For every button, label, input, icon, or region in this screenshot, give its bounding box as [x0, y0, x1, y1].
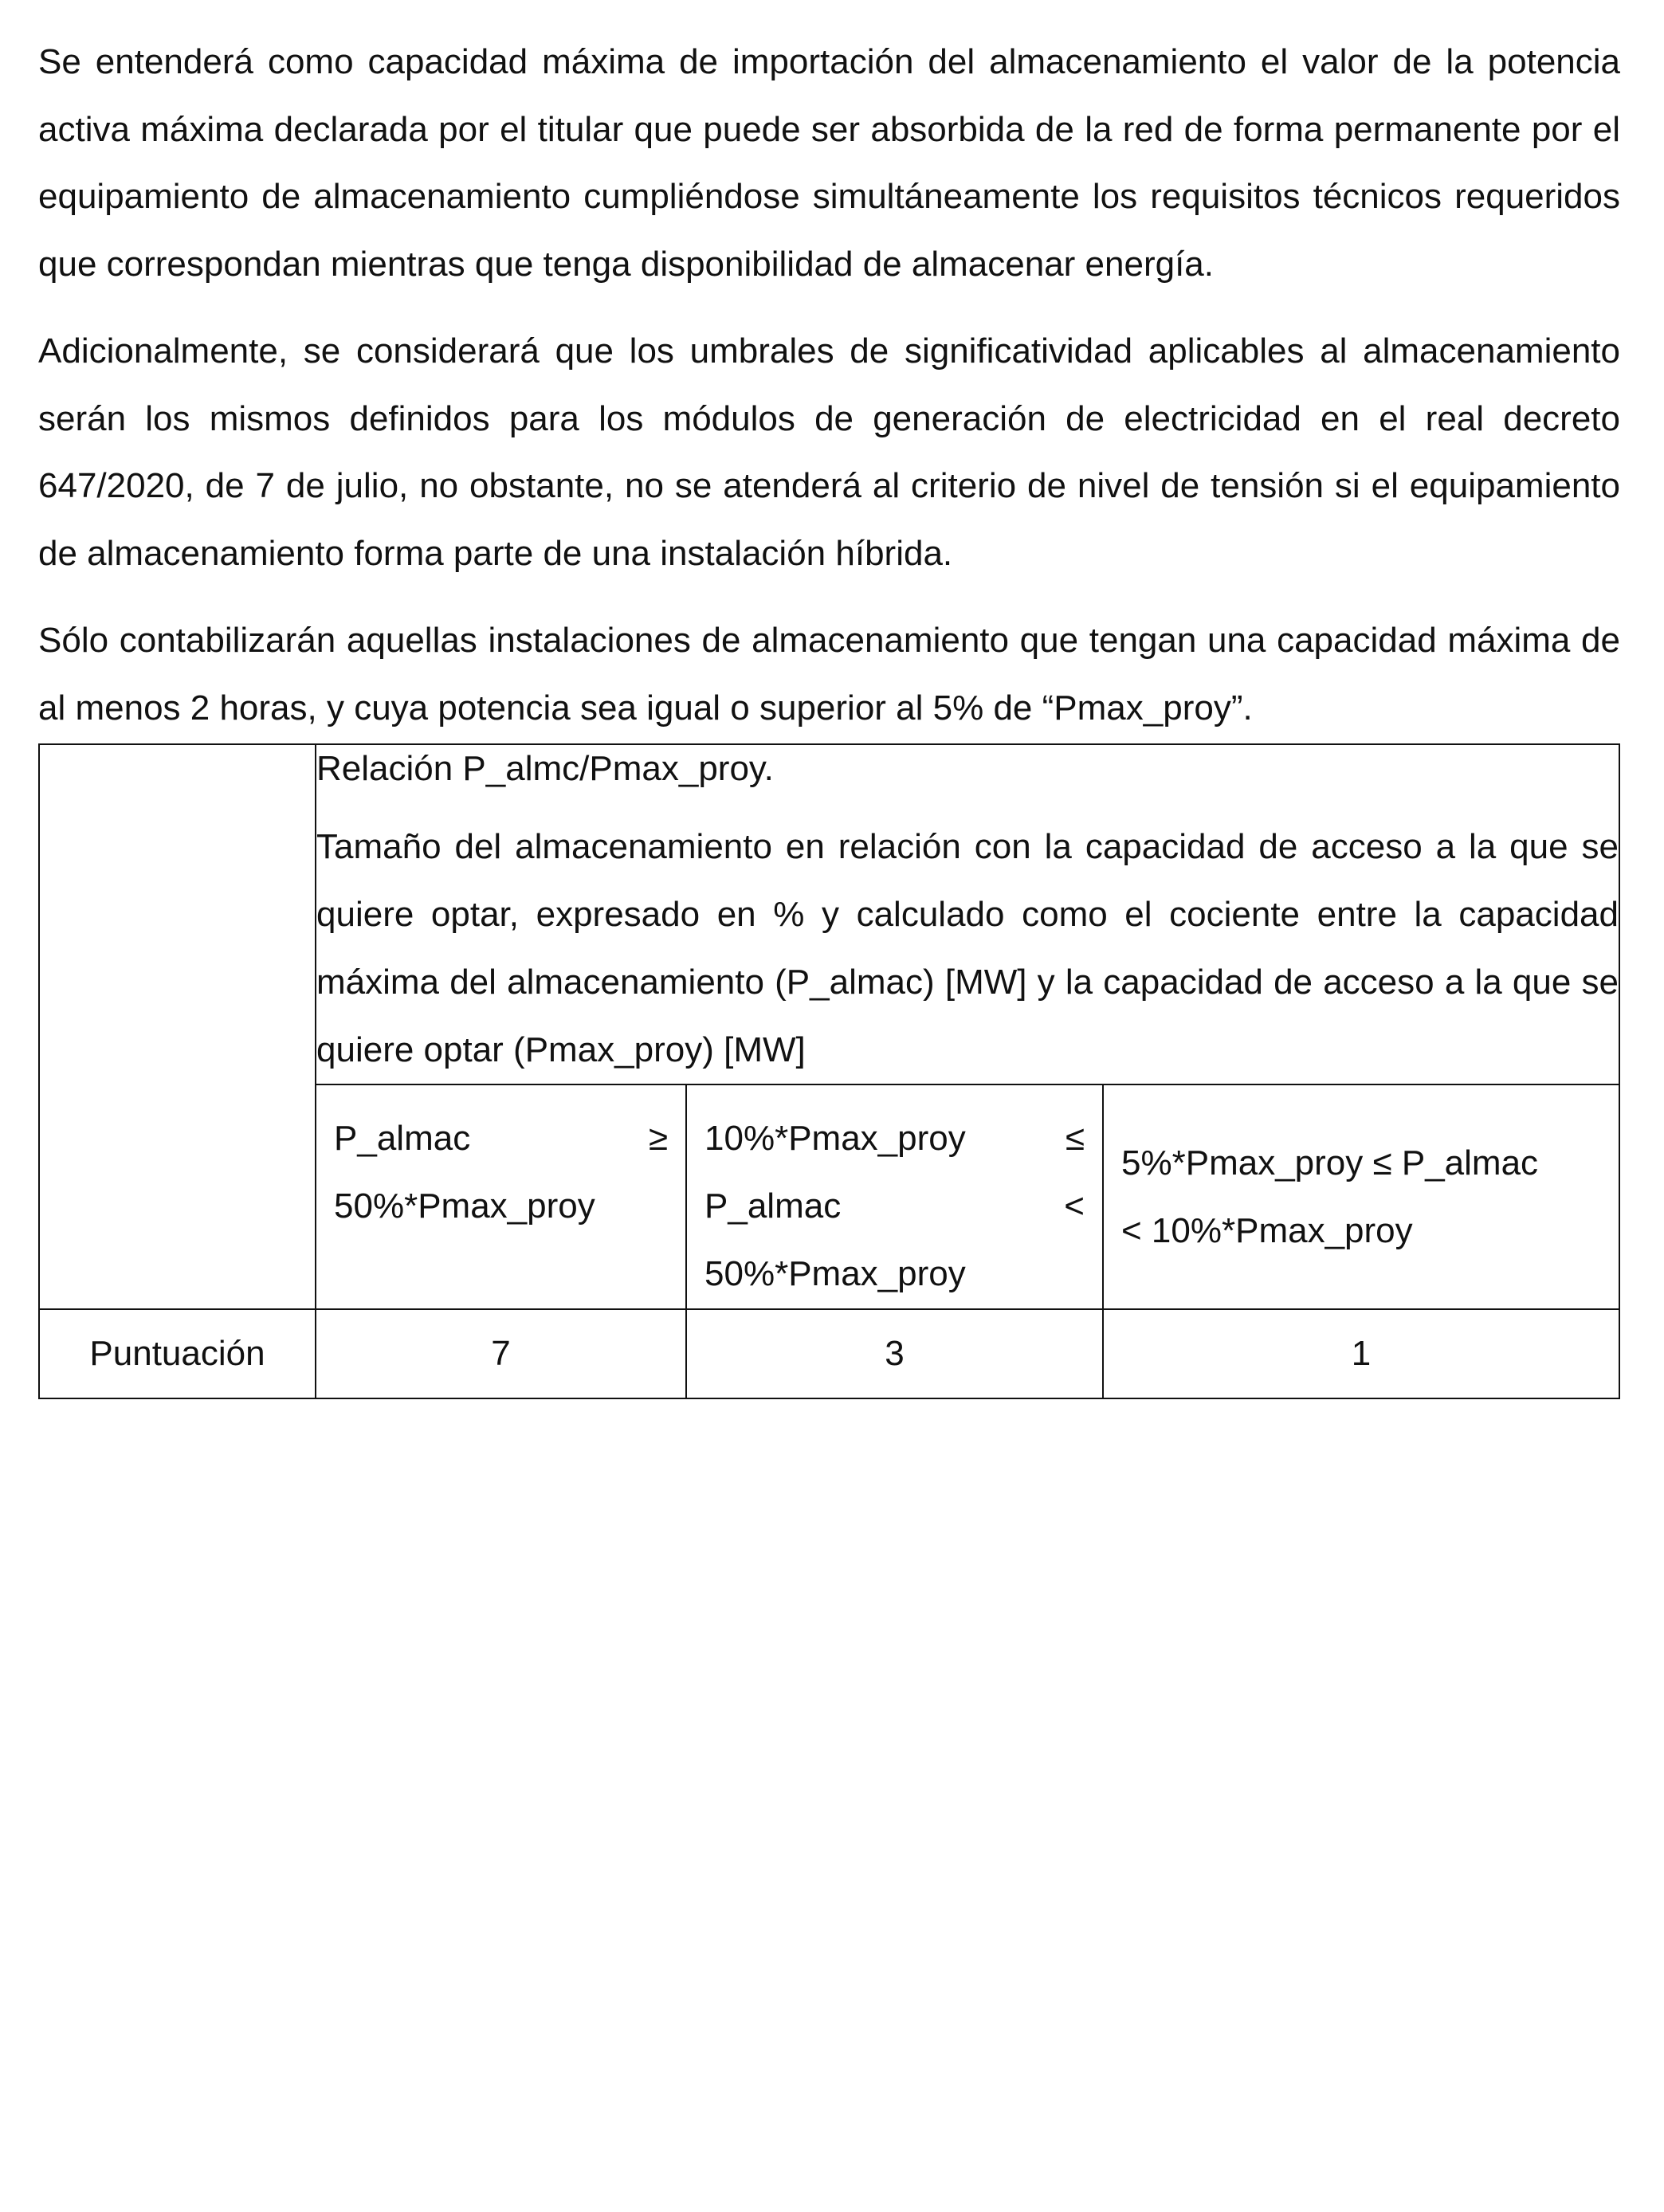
score-label-cell: Puntuación: [39, 1309, 316, 1398]
score-low: 1: [1103, 1309, 1619, 1398]
paragraph-import-capacity: Se entenderá como capacidad máxima de importación del almacenamiento el valor de la potencia activa máxima declarada por el titular que puede ser absorbida de la red de forma permanente por el equipamiento de almacenamiento cumpliéndose simultáneamente los requisitos técnicos requeridos que correspondan mientras que tenga disponibilidad de almacenar energía.: [38, 42, 1620, 284]
header-description: Tamaño del almacenamiento en relación con la capacidad de acceso a la que se quiere optar, expresado en % y calculado como el cociente entre la capacidad máxima del almacenamiento (P_almac) [MW] y la capacidad de acceso a la que se quiere optar (Pmax_proy) [MW]: [316, 827, 1619, 1069]
range-medium-variable: P_almac: [704, 1186, 842, 1226]
paragraph-significance-thresholds: Adicionalmente, se considerará que los umbrales de significatividad aplicables al almacenamiento serán los mismos definidos para los módulos de generación de electricidad en el real decreto 647/2020, de 7 de julio, no obstante, no se atenderá al criterio de nivel de tensión si el equipamiento de almacenamiento forma parte de una instalación híbrida.: [38, 331, 1620, 573]
range-high-variable: P_almac: [334, 1119, 471, 1158]
range-medium-upper-operator: <: [1064, 1186, 1085, 1226]
range-low-line-2: < 10%*Pmax_proy: [1121, 1211, 1413, 1250]
score-high: 7: [316, 1309, 686, 1398]
range-high-bound: 50%*Pmax_proy: [334, 1186, 595, 1226]
table-header-row: [39, 744, 1619, 1084]
table-score-row: [39, 1309, 1619, 1398]
range-cell-high: [316, 1084, 686, 1309]
score-medium: 3: [686, 1309, 1103, 1398]
range-high-operator: ≥: [648, 1119, 668, 1158]
range-medium-lower-operator: ≤: [1065, 1119, 1085, 1158]
header-title: Relación P_almc/Pmax_proy.: [316, 749, 774, 788]
table-empty-corner-cell: [39, 744, 316, 1309]
table-header-cell: [316, 744, 1619, 1084]
range-low-line-1: 5%*Pmax_proy ≤ P_almac: [1121, 1143, 1539, 1182]
document-page: [38, 29, 1620, 1399]
scoring-table: [38, 743, 1620, 1399]
range-medium-lower-bound: 10%*Pmax_proy: [704, 1119, 966, 1158]
range-cell-low: [1103, 1084, 1619, 1309]
range-medium-upper-bound: 50%*Pmax_proy: [704, 1254, 966, 1293]
paragraph-minimum-capacity: Sólo contabilizarán aquellas instalaciones de almacenamiento que tengan una capacidad máxima de al menos 2 horas, y cuya potencia sea igual o superior al 5% de “Pmax_proy”.: [38, 621, 1620, 728]
range-cell-medium: [686, 1084, 1103, 1309]
